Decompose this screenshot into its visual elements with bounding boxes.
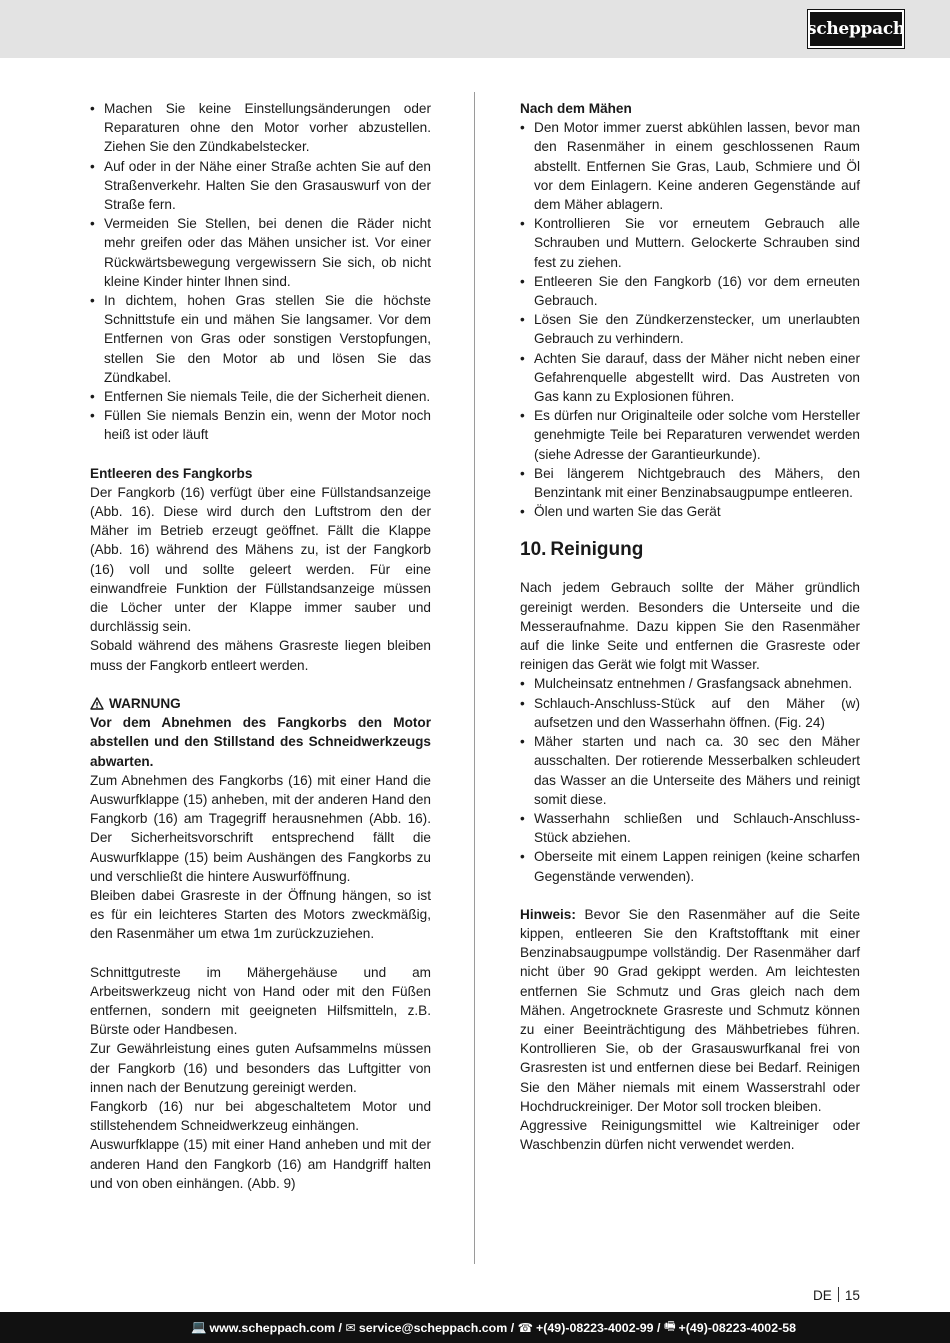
footer-website: www.scheppach.com / xyxy=(209,1320,342,1335)
list-item: • Achten Sie darauf, dass der Mäher nicht neben einer Gefahrenquelle abgestellt wird. Das Austreten von Gas kann zu Explosionen führen. xyxy=(520,349,860,407)
fax-icon: 🖷 xyxy=(663,1319,676,1333)
note-text: Bevor Sie den Rasenmäher auf die Seite kippen, entleeren Sie den Kraftstofftank mit einer Benzinabsaugpumpe vollständig. Der Rasenmäher darf nicht über 90 Grad gekippt werden. Am leichtesten entfernen Sie Schmutz und Gras gleich nach dem Mähen. Angetrocknete Grasreste und Schmutz können zu einer Beeinträchtigung des Mähbetriebes führen. Kontrollieren Sie, ob der Grasauswurfkanal frei von Grasresten ist und entfernen diese bei Bedarf. Reinigen Sie den Mäher niemals mit einem Wasserstrahl oder Hochdruckreiniger. Der Motor soll trocken bleiben. xyxy=(520,906,860,1114)
fangkorb-heading: Entleeren des Fangkorbs xyxy=(90,465,253,481)
footer-fax: +(49)-08223-4002-58 xyxy=(678,1320,796,1335)
body-paragraph: Schnittgutreste im Mähergehäuse und am Arbeitswerkzeug nicht von Hand oder mit den Füßen entfernen, sondern mit geeigneten Hilfsmitteln, z.B. Bürste oder Handbesen. xyxy=(90,964,431,1038)
safety-bullet-list xyxy=(90,99,431,445)
warning-label: WARNUNG xyxy=(109,695,181,711)
phone-icon: ☎ xyxy=(517,1321,534,1335)
warning-triangle-icon xyxy=(90,697,104,710)
list-item: • Es dürfen nur Originalteile oder solche vom Hersteller genehmigte Teile bei Reparaturen verwendet werden (siehe Adresse der Garantieurkunde). xyxy=(520,406,860,464)
body-paragraph: Fangkorb (16) nur bei abgeschaltetem Motor und stillstehendem Schneidwerkzeug einhängen. xyxy=(90,1098,431,1134)
cleaning-intro: Nach jedem Gebrauch sollte der Mäher gründlich gereinigt werden. Besonders die Unterseite und die Messeraufnahme. Dazu kippen Sie den Rasenmäher auf die linke Seite und entfernen die Grasreste oder reinigen das Gerät wie folgt mit Wasser. xyxy=(520,580,860,673)
after-mowing-heading: Nach dem Mähen xyxy=(520,101,632,116)
fangkorb-paragraph: Sobald während des mähens Grasreste liegen bleiben muss der Fangkorb entleert werden. xyxy=(90,638,431,673)
list-item: • Auf oder in der Nähe einer Straße achten Sie auf den Straßenverkehr. Halten Sie den Grasauswurf von der Straße fern. xyxy=(90,157,431,215)
page-language: DE xyxy=(812,1288,832,1303)
right-column xyxy=(520,99,860,1154)
page-number xyxy=(813,1287,860,1303)
after-mowing-list xyxy=(520,118,860,521)
page-number-value: 15 xyxy=(844,1288,860,1303)
section-number: 10. xyxy=(520,539,547,561)
list-item: • Den Motor immer zuerst abkühlen lassen, bevor man den Rasenmäher in einem geschlossenen Raum abstellt. Entfernen Sie Gras, Laub, Schmiere und Öl vor dem Einlagern. Keine anderen Gegenstände auf dem Mäher ablagern. xyxy=(520,118,860,214)
left-column xyxy=(90,99,431,1193)
list-item: • In dichtem, hohen Gras stellen Sie die höchste Schnittstufe ein und mähen Sie langsamer. Vor dem Entfernen von Gras oder sonstigen Verstopfungen, stellen Sie den Motor ab und lösen Sie das Zündkabel. xyxy=(90,291,431,387)
section-title xyxy=(520,538,860,562)
list-item: • Entfernen Sie niemals Teile, die der Sicherheit dienen. xyxy=(90,387,431,406)
list-item: • Ölen und warten Sie das Gerät xyxy=(520,502,860,521)
list-item: • Bei längerem Nichtgebrauch des Mähers, den Benzintank mit einer Benzinabsaugpumpe entleeren. xyxy=(520,464,860,502)
cleaning-list xyxy=(520,674,860,885)
list-item: • Wasserhahn schließen und Schlauch-Anschluss-Stück abziehen. xyxy=(520,809,860,847)
computer-icon: 💻 xyxy=(191,1320,207,1334)
warning-bold-text: Vor dem Abnehmen des Fangkorbs den Motor abstellen und den Stillstand des Schneidwerkzeugs abwarten. xyxy=(90,715,431,769)
footer-email: service@scheppach.com / xyxy=(358,1320,515,1335)
body-paragraph: Auswurfklappe (15) mit einer Hand anheben und mit der anderen Hand den Fangkorb (16) am Handgriff halten und von oben einhängen. (Abb. 9) xyxy=(90,1137,431,1191)
list-item: • Lösen Sie den Zündkerzenstecker, um unerlaubten Gebrauch zu verhindern. xyxy=(520,310,860,348)
scheppach-logo xyxy=(808,10,904,48)
list-item: • Machen Sie keine Einstellungsänderungen oder Reparaturen ohne den Motor vorher abzustellen. Ziehen Sie den Zündkabelstecker. xyxy=(90,99,431,157)
warning-paragraph: Zum Abnehmen des Fangkorbs (16) mit einer Hand die Auswurfklappe (15) anheben, mit der anderen Hand den Fangkorb (16) am Tragegriff herausnehmen (Abb. 16). Der Sicherheitsvorschrift entsprechend fällt die Auswurfklappe (15) beim Aushängen des Fangkorbs zu und verschließt die hintere Auswurföffnung. xyxy=(90,772,431,884)
list-item: • Oberseite mit einem Lappen reinigen (keine scharfen Gegenstände verwenden). xyxy=(520,847,860,885)
list-item: • Füllen Sie niemals Benzin ein, wenn der Motor noch heiß ist oder läuft xyxy=(90,406,431,444)
logo-text: scheppach xyxy=(807,19,905,39)
email-icon: ✉ xyxy=(345,1321,356,1335)
note-paragraph xyxy=(520,905,860,1116)
warning-paragraph: Bleiben dabei Grasreste in der Öffnung hängen, so ist es für ein leichteres Starten des Motors zweckmäßig, den Rasenmäher um etwa 1m zurückzuziehen. xyxy=(90,887,431,942)
footer-phone: +(49)-08223-4002-99 / xyxy=(536,1320,661,1335)
warning-heading xyxy=(90,694,431,713)
list-item: • Kontrollieren Sie vor erneutem Gebrauch alle Schrauben und Muttern. Gelockerte Schrauben sind fest zu ziehen. xyxy=(520,214,860,272)
final-paragraph: Aggressive Reinigungsmittel wie Kaltreiniger oder Waschbenzin dürfen nicht verwendet werden. xyxy=(520,1117,860,1153)
note-label: Hinweis: xyxy=(520,906,576,922)
list-item: • Mulcheinsatz entnehmen / Grasfangsack abnehmen. xyxy=(520,674,860,693)
fangkorb-paragraph: Der Fangkorb (16) verfügt über eine Füllstandsanzeige (Abb. 16). Diese wird durch den Luftstrom den der Mäher im Betrieb erzeugt geöffnet. Fällt die Klappe (Abb. 16) während des Mähens zu, ist der Fangkorb (16) voll und sollte geleert werden. Für eine einwandfreie Funktion der Füllstandsanzeige müssen die Löcher unter der Klappe immer sauber und durchlässig sein. xyxy=(90,484,431,635)
list-item: • Entleeren Sie den Fangkorb (16) vor dem erneuten Gebrauch. xyxy=(520,272,860,310)
footer-bar xyxy=(0,1312,950,1343)
list-item: • Schlauch-Anschluss-Stück auf den Mäher (w) aufsetzen und den Wasserhahn öffnen. (Fig. 24) xyxy=(520,694,860,732)
body-paragraph: Zur Gewährleistung eines guten Aufsammelns müssen der Fangkorb (16) und besonders das Luftgitter von innen nach der Benutzung gereinigt werden. xyxy=(90,1041,431,1095)
list-item: • Mäher starten und nach ca. 30 sec den Mäher ausschalten. Der rotierende Messerbalken schleudert das Wasser an die Unterseite des Mähers und reinigt somit diese. xyxy=(520,732,860,809)
section-title-text: Reinigung xyxy=(550,539,644,561)
column-divider xyxy=(474,92,475,1264)
list-item: • Vermeiden Sie Stellen, bei denen die Räder nicht mehr greifen oder das Mähen unsicher ist. Vor einer Rückwärtsbewegung vergewissern Sie sich, ob nicht kleine Kinder hinter Ihnen sind. xyxy=(90,214,431,291)
